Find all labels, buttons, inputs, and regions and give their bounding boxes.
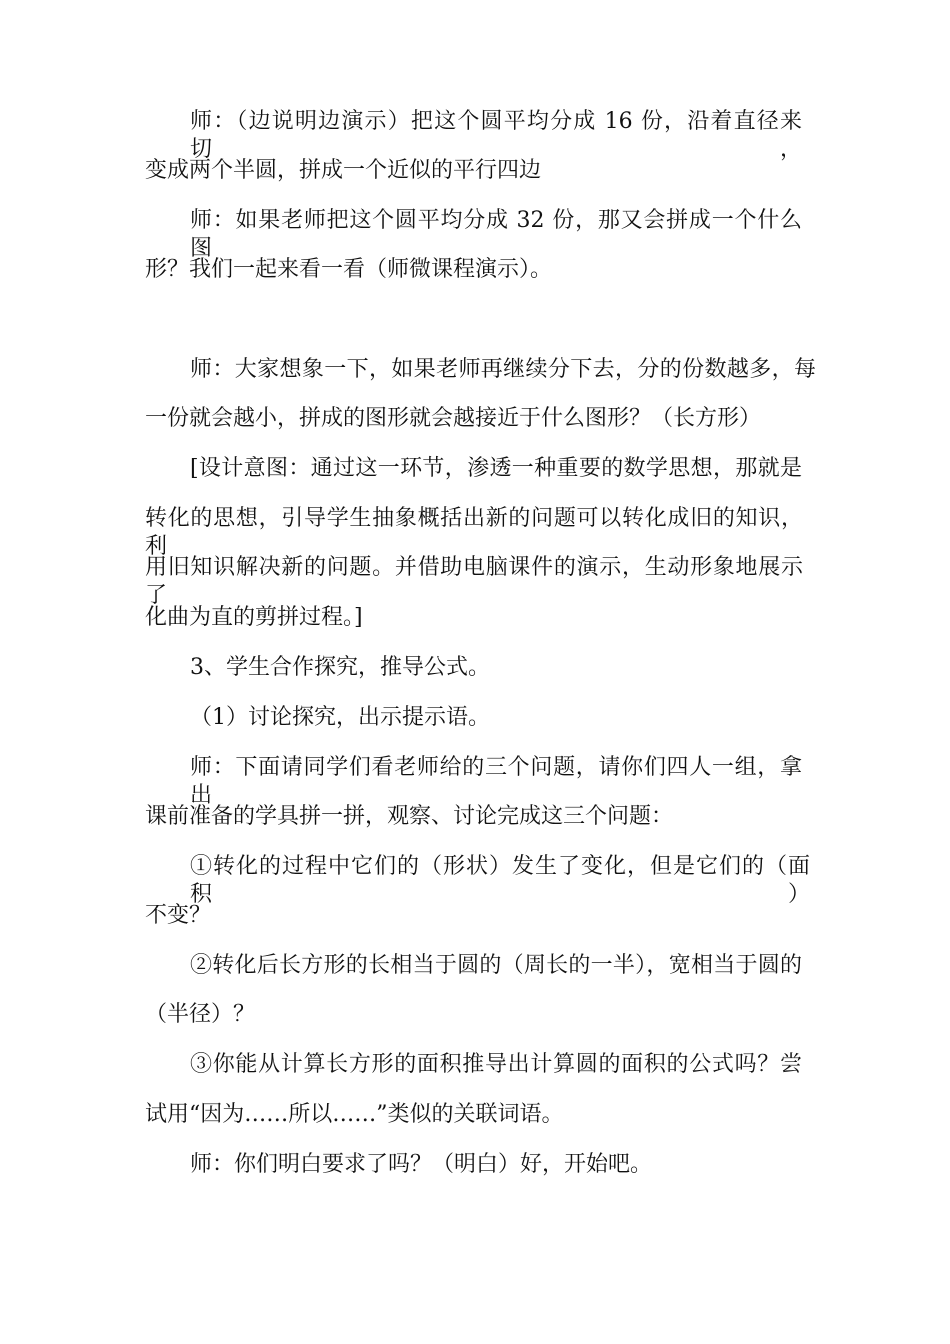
section-heading-3: 3、学生合作探究，推导公式。 — [190, 655, 490, 680]
para-1-line-2: 变成两个半圆，拼成一个近似的平行四边 — [145, 158, 542, 183]
design-intent-line-2: 转化的思想，引导学生抽象概括出新的问题可以转化成旧的知识，利 — [145, 506, 803, 559]
para-5-line-1: 师：你们明白要求了吗？（明白）好，开始吧。 — [190, 1152, 653, 1177]
para-1-line-1: 师：（边说明边演示）把这个圆平均分成 16 份，沿着直径来切， — [190, 109, 802, 162]
question-2-line-1: ②转化后长方形的长相当于圆的（周长的一半），宽相当于圆的 — [190, 953, 802, 978]
design-intent-line-3: 用旧知识解决新的问题。并借助电脑课件的演示，生动形象地展示了 — [145, 555, 803, 608]
question-1-line-1: ①转化的过程中它们的（形状）发生了变化，但是它们的（面积） — [190, 854, 810, 907]
para-2-line-2: 形？我们一起来看一看（师微课程演示）。 — [145, 257, 553, 282]
question-1-line-2: 不变？ — [145, 903, 212, 928]
para-3-line-1: 师：大家想象一下，如果老师再继续分下去，分的份数越多，每 — [190, 357, 816, 382]
question-3-line-1: ③你能从计算长方形的面积推导出计算圆的面积的公式吗？尝 — [190, 1052, 802, 1077]
design-intent-line-1: [设计意图：通过这一环节，渗透一种重要的数学思想，那就是 — [190, 456, 802, 481]
design-intent-line-4: 化曲为直的剪拼过程。] — [145, 605, 363, 630]
question-2-line-2: （半径）？ — [145, 1002, 256, 1027]
sub-heading-1: （1）讨论探究，出示提示语。 — [190, 705, 490, 730]
para-2-line-1: 师：如果老师把这个圆平均分成 32 份，那又会拼成一个什么图 — [190, 208, 802, 261]
para-3-line-2: 一份就会越小，拼成的图形就会越接近于什么图形？（长方形） — [145, 406, 762, 431]
para-4-line-1: 师：下面请同学们看老师给的三个问题，请你们四人一组，拿出 — [190, 755, 802, 808]
para-4-line-2: 课前准备的学具拼一拼，观察、讨论完成这三个问题： — [145, 804, 674, 829]
question-3-line-2: 试用“因为……所以……”类似的关联词语。 — [145, 1102, 564, 1127]
